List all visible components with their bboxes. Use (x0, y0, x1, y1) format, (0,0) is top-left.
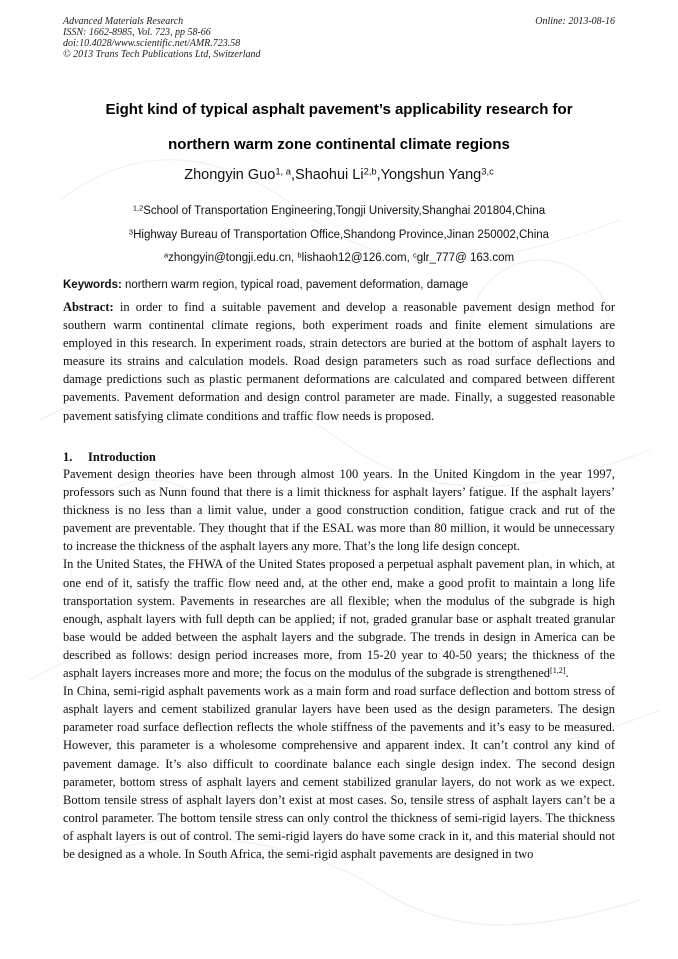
email-link[interactable]: glr_777@ 163.com (416, 252, 515, 264)
affiliation-marker: 1,2 (132, 203, 144, 213)
paper-title (63, 92, 615, 162)
copyright-line: © 2013 Trans Tech Publications Ltd, Switzerland (63, 49, 261, 60)
section-title: Introduction (88, 450, 156, 464)
email-link[interactable]: zhongyin@tongji.edu.cn, (168, 252, 298, 264)
keywords-label: Keywords: (63, 279, 122, 291)
email-link[interactable]: lishaoh12@126.com, (301, 252, 413, 264)
introduction-body (63, 465, 615, 863)
section-heading (63, 449, 615, 465)
abstract-text: in order to find a suitable pavement and develop a reasonable pavement design method for southern warm continental climate regions, both experiment roads and finite element simulations are employed in this research. In experiment roads, strain detectors are buried at the bottom of asphalt layers to measure its strains and calculation models. Road design parameters such as road surface deflections and damage predictions such as plastic permanent deformations are calculated and compared between different pavements. Pavement deformation and design control parameter are made. Finally, a suggested reasonable pavement satisfying climate conditions and traffic flow needs is proposed. (63, 300, 615, 423)
online-date: Online: 2013-08-16 (535, 16, 615, 27)
author-name: Zhongyin Guo (184, 167, 276, 183)
title-line-2: northern warm zone continental climate regions (168, 136, 510, 153)
journal-header (63, 16, 615, 60)
email-marker: b (297, 250, 302, 260)
affiliation-text: Highway Bureau of Transportation Office,Shandong Province,Jinan 250002,China (133, 229, 550, 241)
section-number: 1. (63, 450, 73, 464)
keywords (63, 278, 615, 292)
paragraph: Pavement design theories have been through almost 100 years. In the United Kingdom in the year 1997, professors such as Nunn found that there is a limit thickness for asphalt layers’ fatigue. If the asphalt layers’ thickness is no less than a limit value, under a good construction condition, fatigue crack and rut of the pavement are preventable. They thought that if the ESAL was more than 80 million, it would be unnecessary to increase the thickness of the asphalt layers any more. That’s the long life design concept. (63, 467, 615, 554)
issn-line: ISSN: 1662-8985, Vol. 723, pp 58-66 (63, 27, 211, 38)
citation[interactable]: [1,2] (550, 665, 566, 675)
keywords-text: northern warm region, typical road, pavement deformation, damage (121, 279, 469, 291)
author-emails (63, 251, 615, 265)
author-affiliation-marker: 1, a (275, 165, 292, 177)
affiliation-1 (63, 204, 615, 218)
affiliation-text: School of Transportation Engineering,Tongji University,Shanghai 201804,China (143, 205, 546, 217)
journal-name: Advanced Materials Research (63, 16, 184, 27)
paragraph (63, 555, 615, 682)
author-affiliation-marker: 3,c (481, 165, 494, 177)
author-list (63, 164, 615, 186)
paragraph: In China, semi-rigid asphalt pavements work as a main form and road surface deflection and bottom stress of asphalt layers and cement stabilized granular layers have been used as the design parameters. The design parameter road surface deflection reflects the whole stiffness of the pavements and it’s easy to be measured. However, this parameter is a wholesome comprehensive and apparent index. It can’t control any kind of pavement damage. It’s also difficult to coordinate balance each single design index. The second design parameter, bottom stress of asphalt layers and cement stabilized granular layers, do not work as we expect. Bottom tensile stress of asphalt layers don’t exist at most cases. So, tensile stress of asphalt layers can’t be a control parameter. The bottom tensile stress can only control the thickness of semi-rigid layers. The thickness of asphalt layers is out of control. The semi-rigid layers do have some crack in it, and this material should not be designed as a whole. In South Africa, the semi-rigid asphalt pavements are designed in two (63, 684, 615, 861)
affiliation-2 (63, 228, 615, 242)
abstract-label: Abstract: (63, 300, 114, 314)
email-marker: a (163, 250, 169, 260)
paragraph-end: . (565, 666, 569, 681)
affiliation-marker: 3 (128, 227, 134, 237)
abstract (63, 298, 615, 425)
email-marker: c (412, 250, 417, 260)
author-name: ,Shaohui Li (291, 167, 364, 183)
paragraph-text: In the United States, the FHWA of the United States proposed a perpetual asphalt pavement plan, in which, at one end of it, satisfy the traffic flow need and, at the other end, make a good profit to maintain a long life transportation system. Pavements in researches are all flexible; when the modulus of the subgrade is high enough, asphalt layers with full depth can be applied; if not, graded granular base or asphalt treated granular base would be added between the asphalt layers and the subgrade. The trends in design in America can be described as follows: design period increases more, from 15-20 year to 40-50 years; the thickness of the asphalt layers increases more and more; the focus on the modulus of the subgrade is strengthened (63, 557, 615, 681)
author-affiliation-marker: 2,b (363, 165, 377, 177)
title-line-1: Eight kind of typical asphalt pavement’s applicability research for (105, 101, 573, 118)
author-name: ,Yongshun Yang (376, 167, 482, 183)
doi-line: doi:10.4028/www.scientific.net/AMR.723.58 (63, 38, 241, 49)
